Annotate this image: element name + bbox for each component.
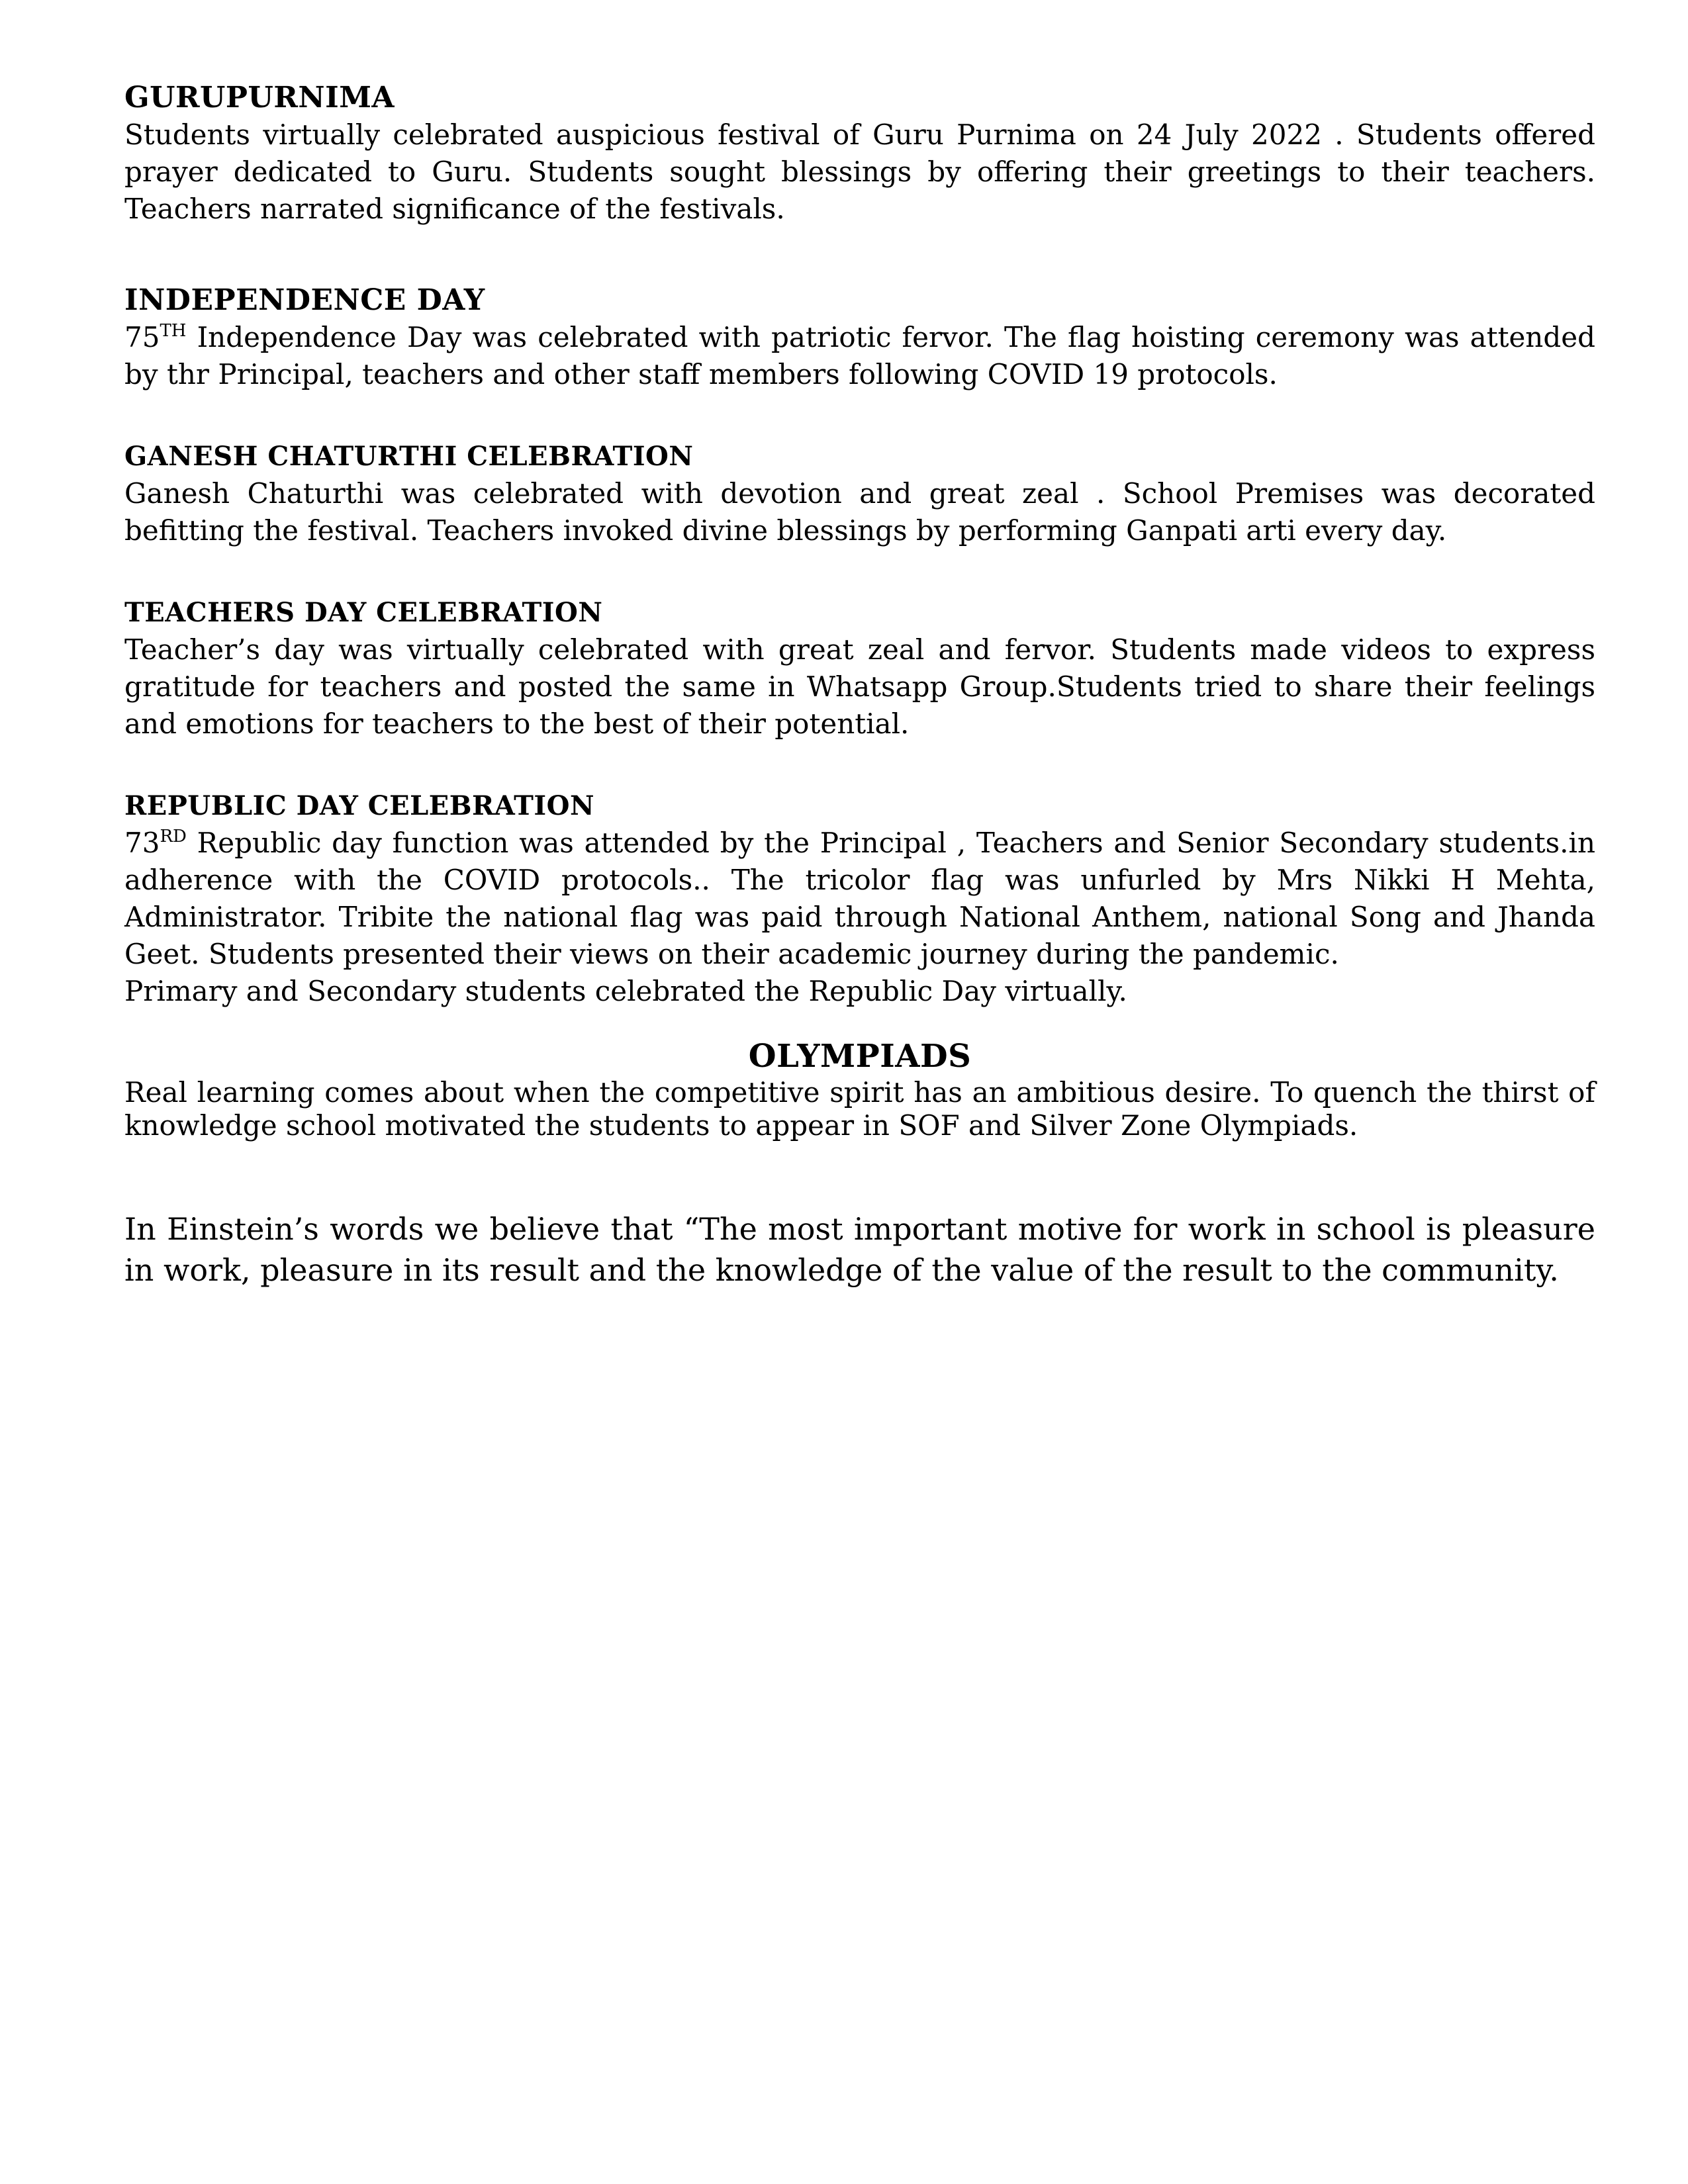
section-body-paragraph (124, 825, 1595, 973)
section-heading: GANESH CHATURTHI CELEBRATION (124, 441, 694, 472)
section-body: Republic day function was attended by the Principal , Teachers and Senior Secondary students.in adherence with the COVID protocols.. The tricolor flag was unfurled by Mrs Nikki H Mehta, Administrator. Tribite the national flag was paid through National Anthem, national Song and Jhanda Geet. Students presented their views on their academic journey during the pandemic. (124, 827, 1595, 970)
section-ganesh-chaturthi (124, 438, 1595, 549)
section-independence-day (124, 282, 1595, 393)
section-body-secondary: Primary and Secondary students celebrated the Republic Day virtually. (124, 975, 1127, 1007)
quote-text: In Einstein’s words we believe that “The most important motive for work in school is pleasure in work, pleasure in its result and the knowledge of the value of the result to the community. (124, 1211, 1595, 1288)
section-heading: INDEPENDENCE DAY (124, 283, 485, 317)
ordinal-number: 73 (124, 827, 160, 859)
section-body: Independence Day was celebrated with patriotic fervor. The flag hoisting ceremony was attended by thr Principal, teachers and other staff members following COVID 19 protocols. (124, 321, 1595, 390)
section-republic-day (124, 788, 1595, 1010)
section-teachers-day (124, 594, 1595, 743)
section-olympiads (124, 1036, 1595, 1142)
einstein-quote (124, 1208, 1595, 1291)
section-body-paragraph (124, 319, 1595, 393)
section-body: Students virtually celebrated auspicious festival of Guru Purnima on 24 July 2022 . Students offered prayer dedicated to Guru. Students sought blessings by offering their greetings to their teachers. Teachers narrated significance of the festivals. (124, 118, 1595, 225)
olympiads-body: Real learning comes about when the competitive spirit has an ambitious desire. To quench the thirst of knowledge school motivated the students to appear in SOF and Silver Zone Olympiads. (124, 1076, 1595, 1142)
section-heading: REPUBLIC DAY CELEBRATION (124, 790, 595, 821)
section-body: Teacher’s day was virtually celebrated with great zeal and fervor. Students made videos to express gratitude for teachers and posted the same in Whatsapp Group.Students tried to share their feelings and emotions for teachers to the best of their potential. (124, 633, 1595, 740)
ordinal-suffix: RD (160, 827, 187, 846)
ordinal-suffix: TH (160, 321, 187, 341)
section-heading: TEACHERS DAY CELEBRATION (124, 597, 603, 628)
olympiads-heading: OLYMPIADS (748, 1038, 972, 1075)
document-page (124, 79, 1595, 1291)
ordinal-number: 75 (124, 321, 160, 353)
section-body: Ganesh Chaturthi was celebrated with devotion and great zeal . School Premises was decorated befitting the festival. Teachers invoked divine blessings by performing Ganpati arti every day. (124, 477, 1595, 547)
section-heading: GURUPURNIMA (124, 81, 395, 114)
section-gurupurnima (124, 79, 1595, 228)
